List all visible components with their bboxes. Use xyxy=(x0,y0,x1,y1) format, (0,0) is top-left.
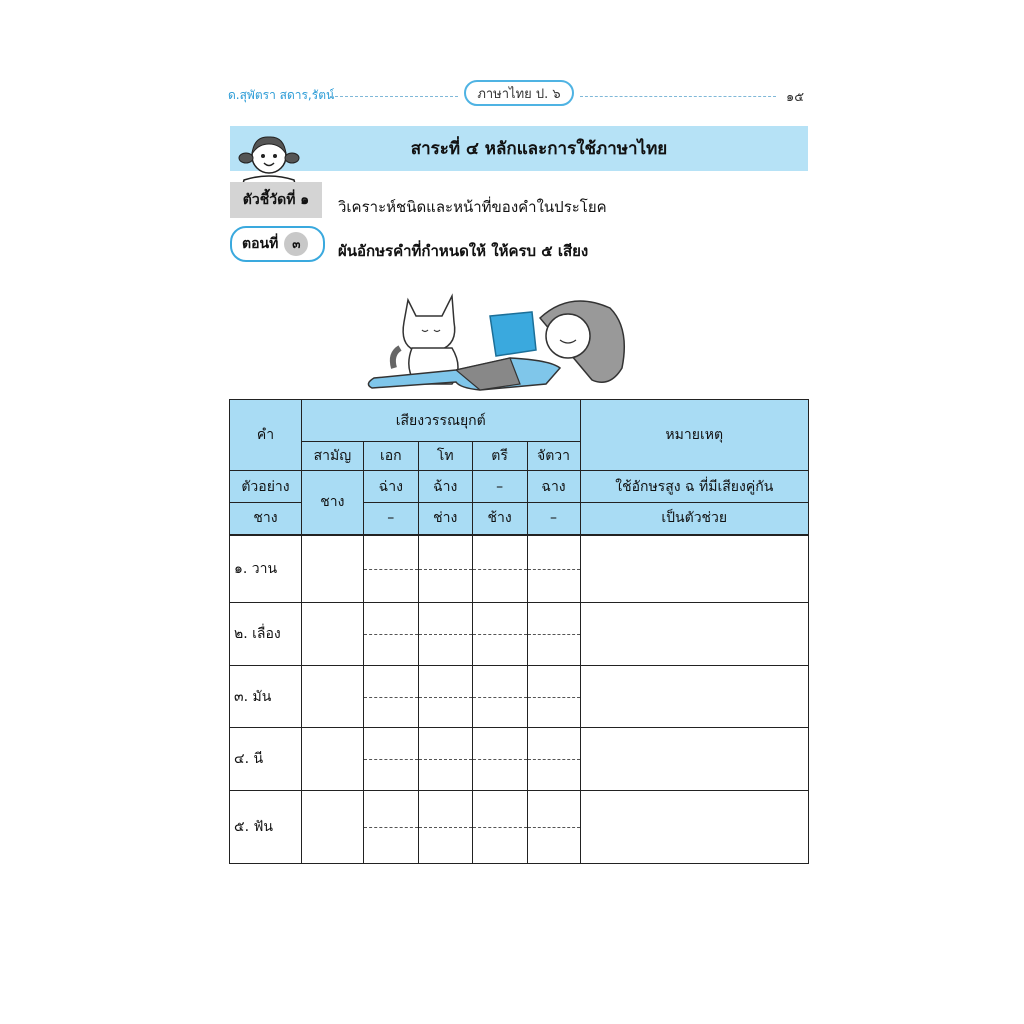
answer-cell[interactable] xyxy=(472,666,527,728)
girl-illustration-icon xyxy=(236,128,302,190)
example-samun: ชาง xyxy=(301,471,363,535)
row-word: ๑. วาน xyxy=(230,535,302,603)
answer-cell[interactable] xyxy=(363,791,418,864)
answer-cell[interactable] xyxy=(418,535,472,603)
answer-cell[interactable] xyxy=(301,666,363,728)
example-cell: – xyxy=(363,503,418,535)
header-note: หมายเหตุ xyxy=(580,400,809,471)
example-cell: ฉ่าง xyxy=(363,471,418,503)
answer-cell[interactable] xyxy=(363,666,418,728)
header-tone-tho: โท xyxy=(418,442,472,471)
answer-cell[interactable] xyxy=(301,535,363,603)
answer-cell[interactable] xyxy=(527,728,580,791)
cat-and-girl-reading-illustration-icon xyxy=(360,288,650,400)
answer-cell[interactable] xyxy=(418,791,472,864)
header-tone-samun: สามัญ xyxy=(301,442,363,471)
answer-cell[interactable] xyxy=(527,666,580,728)
row-word: ๕. ฟัน xyxy=(230,791,302,864)
header-divider-right xyxy=(580,96,776,97)
example-cell: – xyxy=(472,471,527,503)
header-tone-ek: เอก xyxy=(363,442,418,471)
answer-cell[interactable] xyxy=(418,728,472,791)
answer-cell[interactable] xyxy=(527,791,580,864)
answer-cell[interactable] xyxy=(418,603,472,666)
header-tones: เสียงวรรณยุกต์ xyxy=(301,400,580,442)
row-word: ๔. นี xyxy=(230,728,302,791)
header-author: ด.สุพัตรา สดาร,รัตน์ xyxy=(228,88,335,102)
answer-cell[interactable] xyxy=(472,603,527,666)
example-cell: ช้าง xyxy=(472,503,527,535)
row-word: ๓. มัน xyxy=(230,666,302,728)
header-tone-chattawa: จัตวา xyxy=(527,442,580,471)
answer-cell[interactable] xyxy=(301,791,363,864)
example-cell: ช่าง xyxy=(418,503,472,535)
answer-cell[interactable] xyxy=(527,603,580,666)
table-row xyxy=(230,603,809,666)
example-note-line1: ใช้อักษรสูง ฉ ที่มีเสียงคู่กัน xyxy=(580,471,809,503)
page-number: ๑๕ xyxy=(786,90,805,105)
answer-cell[interactable] xyxy=(472,791,527,864)
note-cell[interactable] xyxy=(580,791,809,864)
example-label: ตัวอย่าง xyxy=(230,471,302,503)
example-cell: – xyxy=(527,503,580,535)
table-row xyxy=(230,791,809,864)
note-cell[interactable] xyxy=(580,535,809,603)
note-cell[interactable] xyxy=(580,728,809,791)
table-row xyxy=(230,666,809,728)
answer-cell[interactable] xyxy=(301,728,363,791)
table-row xyxy=(230,535,809,603)
header-word: คำ xyxy=(230,400,302,471)
part-instruction: ผันอักษรคำที่กำหนดให้ ให้ครบ ๕ เสียง xyxy=(338,242,589,260)
table-row xyxy=(230,728,809,791)
indicator-text: วิเคราะห์ชนิดและหน้าที่ของคำในประโยค xyxy=(338,198,607,216)
answer-cell[interactable] xyxy=(301,603,363,666)
answer-cell[interactable] xyxy=(418,666,472,728)
answer-cell[interactable] xyxy=(363,603,418,666)
answer-cell[interactable] xyxy=(472,535,527,603)
section-title: สาระที่ ๔ หลักและการใช้ภาษาไทย xyxy=(410,139,668,159)
answer-cell[interactable] xyxy=(363,728,418,791)
part-badge xyxy=(230,226,325,262)
tone-conjugation-table xyxy=(229,399,809,864)
example-cell: ฉาง xyxy=(527,471,580,503)
answer-cell[interactable] xyxy=(472,728,527,791)
note-cell[interactable] xyxy=(580,603,809,666)
row-word: ๒. เลื่อง xyxy=(230,603,302,666)
header-divider-left xyxy=(330,96,458,97)
note-cell[interactable] xyxy=(580,666,809,728)
example-cell: ฉ้าง xyxy=(418,471,472,503)
answer-cell[interactable] xyxy=(363,535,418,603)
part-number: ๓ xyxy=(284,232,308,256)
header-book-title: ภาษาไทย ป. ๖ xyxy=(464,80,574,106)
indicator-label: ตัวชี้วัดที่ ๑ xyxy=(230,182,322,218)
answer-cell[interactable] xyxy=(527,535,580,603)
example-word: ชาง xyxy=(230,503,302,535)
part-label: ตอนที่ xyxy=(242,236,279,252)
header-tone-tri: ตรี xyxy=(472,442,527,471)
example-note-line2: เป็นตัวช่วย xyxy=(580,503,809,535)
